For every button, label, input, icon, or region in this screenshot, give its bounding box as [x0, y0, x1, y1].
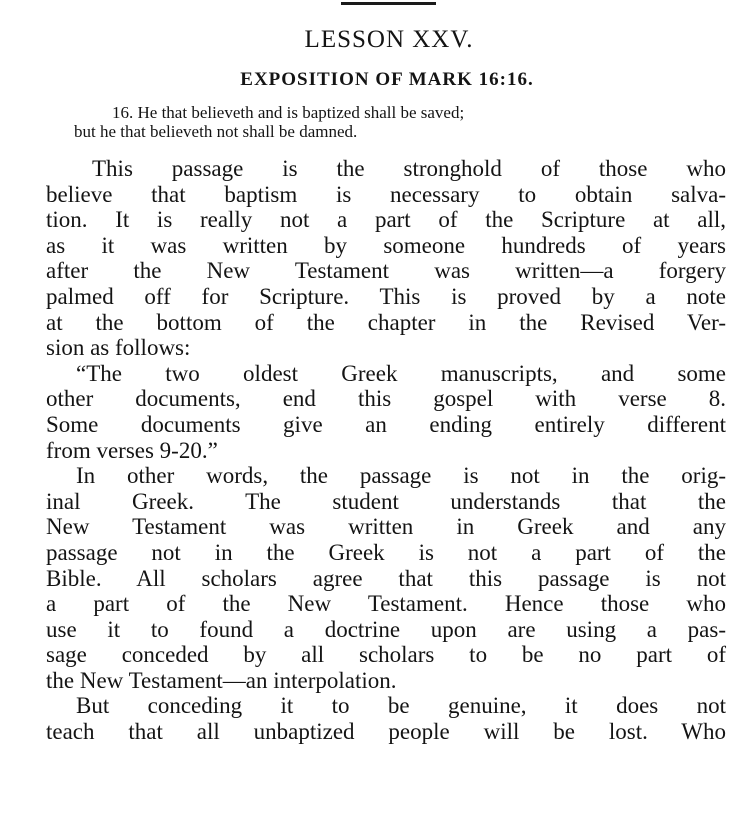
verse-line: 16. He that believeth and is baptized shall be saved; — [112, 103, 465, 122]
paragraph-line: Bible. All scholars agree that this passage is not — [46, 565, 726, 591]
paragraph-line: after the New Testament was written—a forgery — [46, 258, 726, 284]
paragraph-line: But conceding it to be genuine, it does not — [76, 693, 726, 719]
paragraph-line: “The two oldest Greek manuscripts, and some — [76, 360, 726, 386]
body-text — [46, 156, 726, 745]
paragraph-line: This passage is the stronghold of those who — [92, 156, 726, 181]
exposition-title: EXPOSITION OF MARK 16:16. — [240, 69, 534, 90]
lesson-title: LESSON XXV. — [304, 26, 474, 53]
paragraph-line: use it to found a doctrine upon are using a pas- — [46, 616, 726, 642]
paragraph-line: at the bottom of the chapter in the Revised Ver- — [46, 309, 726, 335]
paragraph-line: New Testament was written in Greek and any — [46, 514, 726, 540]
paragraph-line: In other words, the passage is not in the orig- — [76, 463, 726, 489]
paragraph-line: passage not in the Greek is not a part of the — [46, 539, 726, 565]
paragraph-line: inal Greek. The student understands that the — [46, 488, 726, 514]
verse-quote — [74, 103, 734, 141]
paragraph-line: teach that all unbaptized people will be lost. Who — [46, 719, 726, 745]
paragraph-line: the New Testament—an interpolation. — [46, 667, 397, 693]
paragraph-line: Some documents give an ending entirely different — [46, 411, 726, 437]
paragraph-line: sage conceded by all scholars to be no part of — [46, 642, 726, 668]
paragraph-line: a part of the New Testament. Hence those who — [46, 591, 726, 617]
paragraph-line: believe that baptism is necessary to obtain salva- — [46, 181, 726, 207]
paragraph-line: from verses 9-20.” — [46, 437, 218, 463]
paragraph-line: other documents, end this gospel with verse 8. — [46, 386, 726, 412]
paragraph-line: sion as follows: — [46, 335, 191, 361]
top-rule — [341, 2, 436, 5]
paragraph-line: as it was written by someone hundreds of years — [46, 232, 726, 258]
paragraph-line: palmed off for Scripture. This is proved by a note — [46, 283, 726, 309]
verse-line: but he that believeth not shall be damned. — [74, 122, 358, 141]
paragraph-line: tion. It is really not a part of the Scripture at all, — [46, 207, 726, 233]
